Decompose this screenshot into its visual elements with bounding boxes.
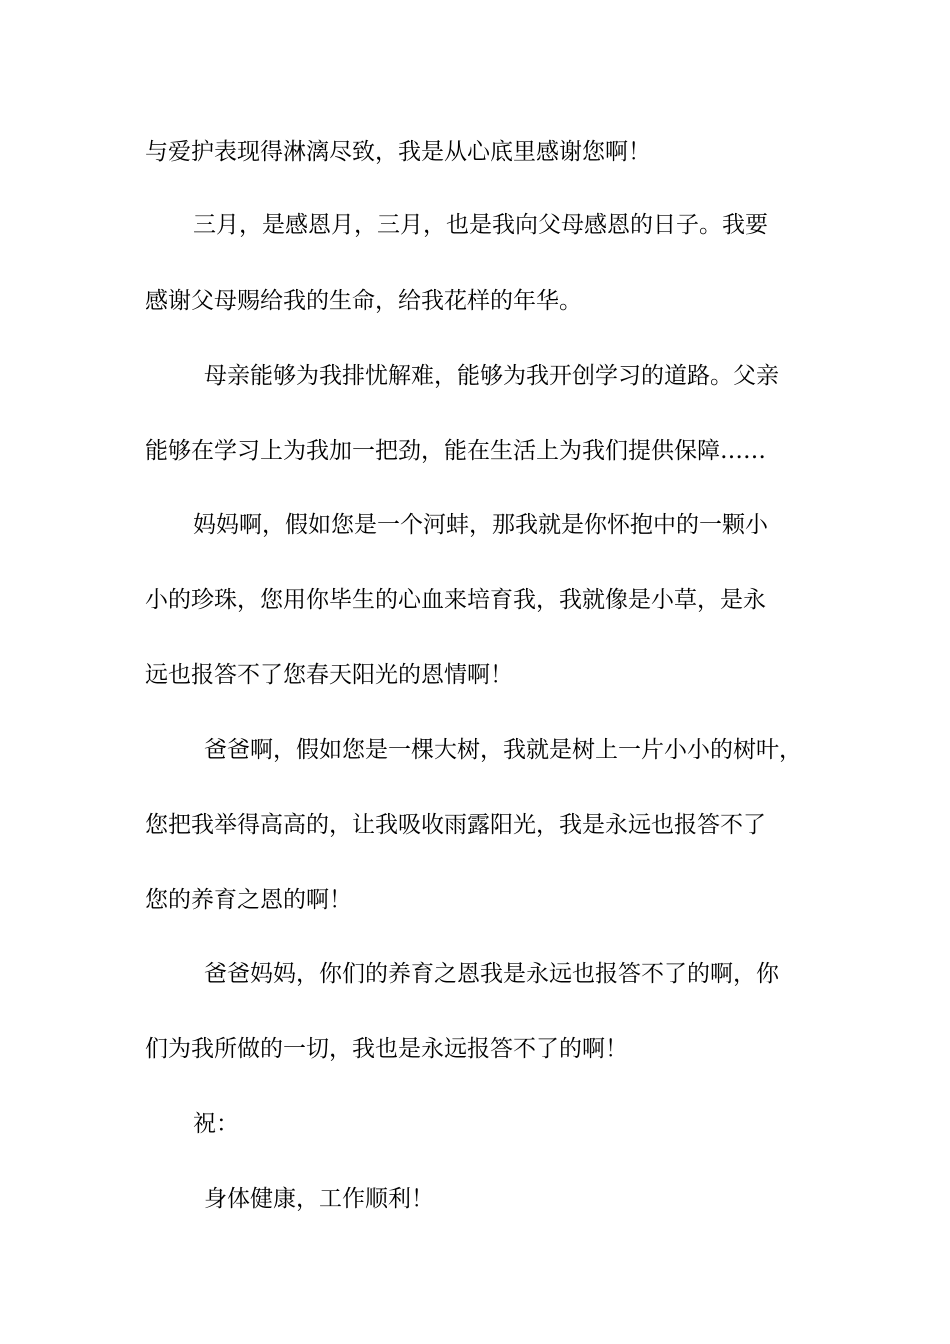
text-line-14: 祝：	[193, 1111, 239, 1137]
text-line-13: 们为我所做的一切，我也是永远报答不了的啊！	[145, 1036, 628, 1062]
text-line-3: 感谢父母赐给我的生命，给我花样的年华。	[145, 288, 582, 314]
text-line-7: 小的珍珠，您用你毕生的心血来培育我，我就像是小草，是永	[145, 587, 766, 613]
text-line-10: 您把我举得高高的，让我吸收雨露阳光，我是永远也报答不了	[145, 812, 766, 838]
text-line-11: 您的养育之恩的啊！	[145, 887, 352, 913]
text-line-12: 爸爸妈妈，你们的养育之恩我是永远也报答不了的啊，你	[204, 961, 779, 987]
text-line-15: 身体健康，工作顺利！	[204, 1186, 434, 1212]
text-line-4: 母亲能够为我排忧解难，能够为我开创学习的道路。父亲	[204, 363, 779, 389]
text-line-8: 远也报答不了您春天阳光的恩情啊！	[145, 662, 513, 688]
text-line-9: 爸爸啊，假如您是一棵大树，我就是树上一片小小的树叶，	[204, 737, 802, 763]
text-line-2: 三月，是感恩月，三月，也是我向父母感恩的日子。我要	[193, 212, 768, 238]
text-line-1: 与爱护表现得淋漓尽致，我是从心底里感谢您啊！	[145, 139, 651, 165]
text-line-5: 能够在学习上为我加一把劲，能在生活上为我们提供保障……	[145, 438, 766, 464]
text-line-6: 妈妈啊，假如您是一个河蚌，那我就是你怀抱中的一颗小	[193, 512, 768, 538]
